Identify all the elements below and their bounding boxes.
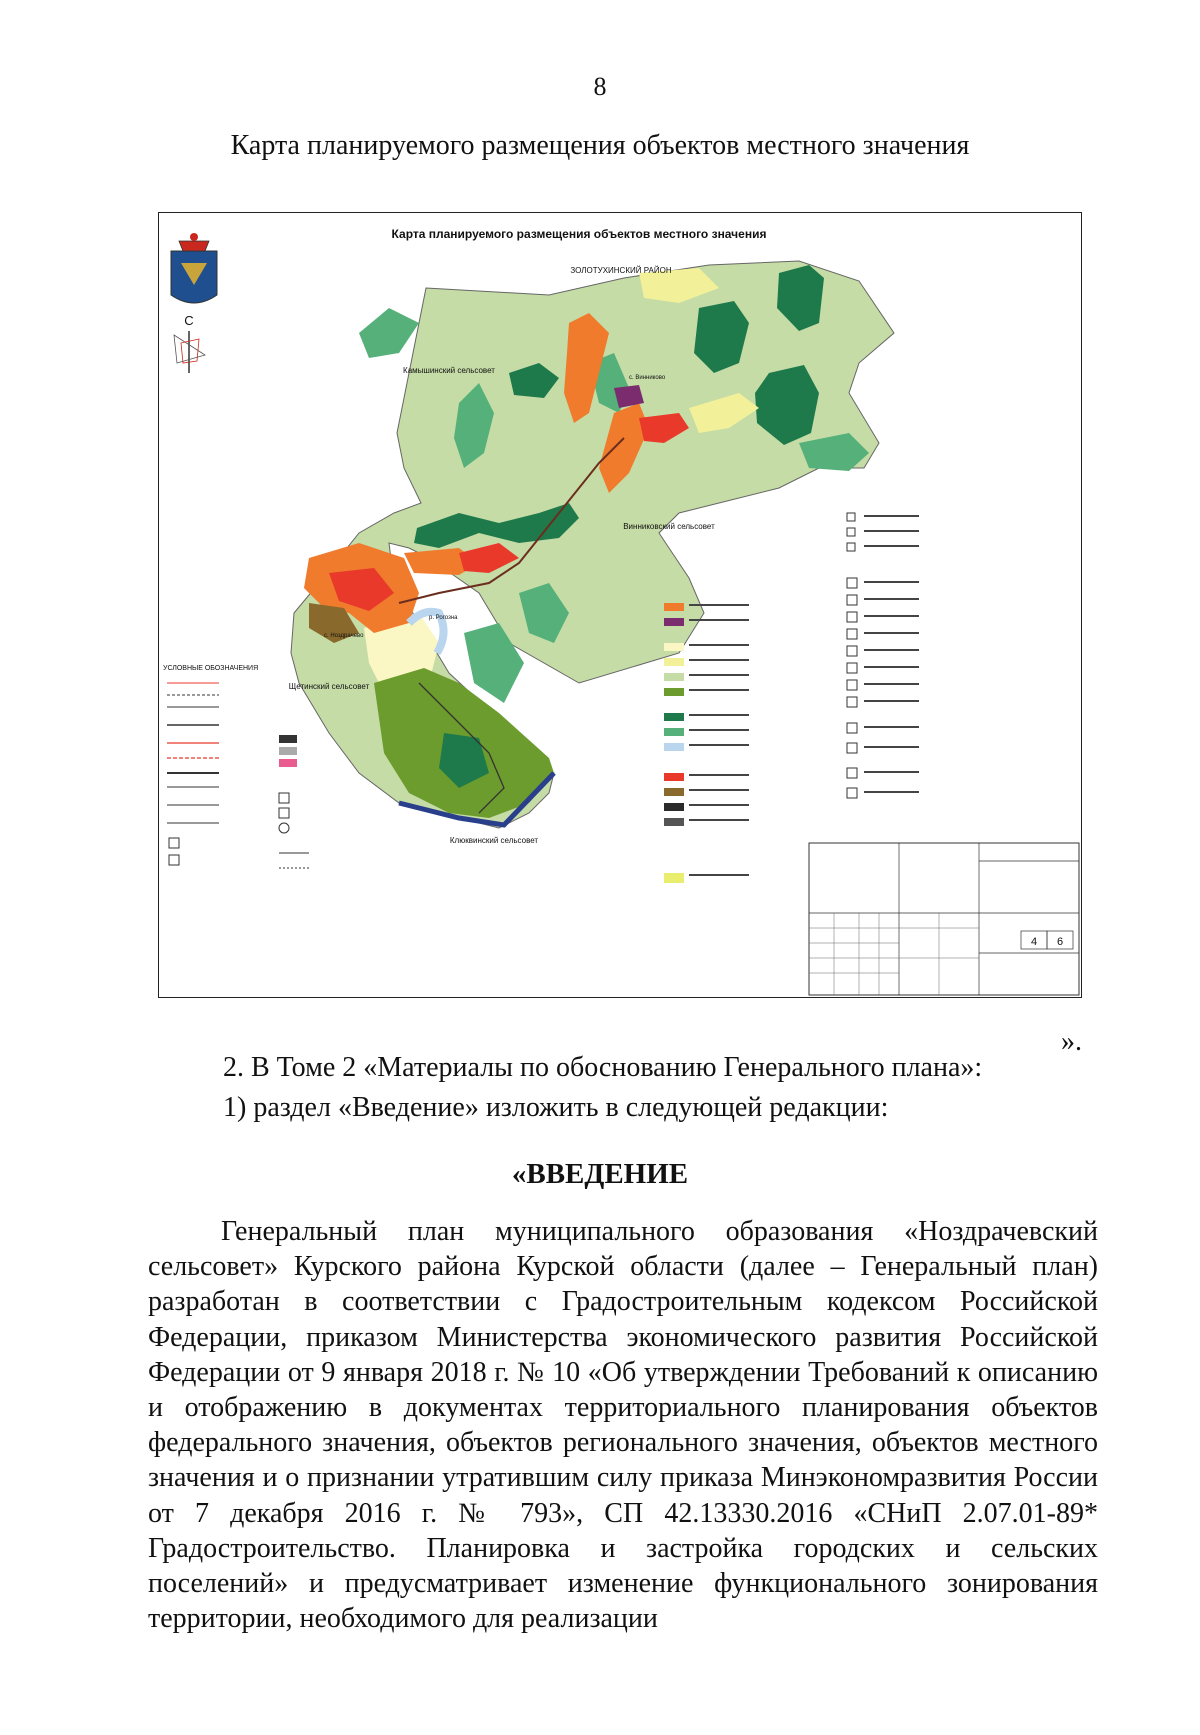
legend-middle (279, 735, 309, 868)
legend-left (163, 665, 258, 865)
label-north-district: ЗОЛОТУХИНСКИЙ РАЙОН (570, 266, 672, 275)
label-r-rogozna: р. Рогозна (429, 615, 458, 621)
closing-quote: ». (1061, 1026, 1082, 1057)
label-shchetinsky: Щетинский сельсовет (288, 682, 370, 691)
paragraph: Генеральный план муниципального образования «Ноздрачевский сельсовет» Курского района Курской области (далее – Генеральный план) разработан в соответствии с Градостроительным кодексом Российской Федерации, приказом Министерства экономического развития Российской Федерации от 9 января 2018 г. № 10 «Об утверждении Требований к описанию и отображению в документах территориального планирования объектов федерального значения, объектов регионального значения, объектов местного значения и о признании утратившим силу приказа Минэкономразвития России от 7 декабря 2016 г. № 793», СП 42.13330.2016 «СНиП 2.07.01-89* Градостроительство. Планировка и застройка городских и сельских поселений» и предусматривает изменение функционального зонирования территории, необходимого для реализации (148, 1216, 1098, 1635)
forest-light-5 (359, 308, 419, 358)
coat-of-arms-emblem (171, 233, 217, 303)
title-block-stamp (809, 843, 1079, 995)
label-kamyshinsky: Камышинский сельсовет (403, 366, 495, 375)
map-figure (158, 212, 1082, 998)
legend-right (664, 603, 749, 883)
label-vinnikovo: с. Винниково (629, 375, 666, 381)
territory-map (288, 261, 894, 828)
svg-text:УСЛОВНЫЕ ОБОЗНАЧЕНИЯ: УСЛОВНЫЕ ОБОЗНАЧЕНИЯ (163, 665, 259, 672)
map-title: Карта планируемого размещения объектов местного значения (391, 227, 767, 241)
north-arrow-icon (174, 313, 205, 373)
body-text (148, 1214, 1098, 1636)
label-klyukvinsky: Клюквинский сельсовет (449, 836, 539, 845)
svg-text:С: С (184, 313, 194, 328)
label-nozdrachevo: с. Ноздрачево (324, 633, 364, 639)
legend-far-right (847, 513, 919, 798)
label-vinnikovsky: Винниковский сельсовет (623, 522, 715, 531)
section-heading: «ВВЕДЕНИЕ (511, 1158, 689, 1190)
map-drawing (159, 213, 1081, 997)
map-caption: Карта планируемого размещения объектов местного значения (230, 130, 970, 161)
svg-text:4: 4 (1030, 936, 1038, 948)
list-item-1: 2. В Томе 2 «Материалы по обоснованию Генерального плана»: (223, 1052, 983, 1083)
list-item-2: 1) раздел «Введение» изложить в следующей редакции: (223, 1092, 889, 1123)
page-number: 8 (593, 72, 607, 101)
svg-text:6: 6 (1056, 936, 1064, 948)
